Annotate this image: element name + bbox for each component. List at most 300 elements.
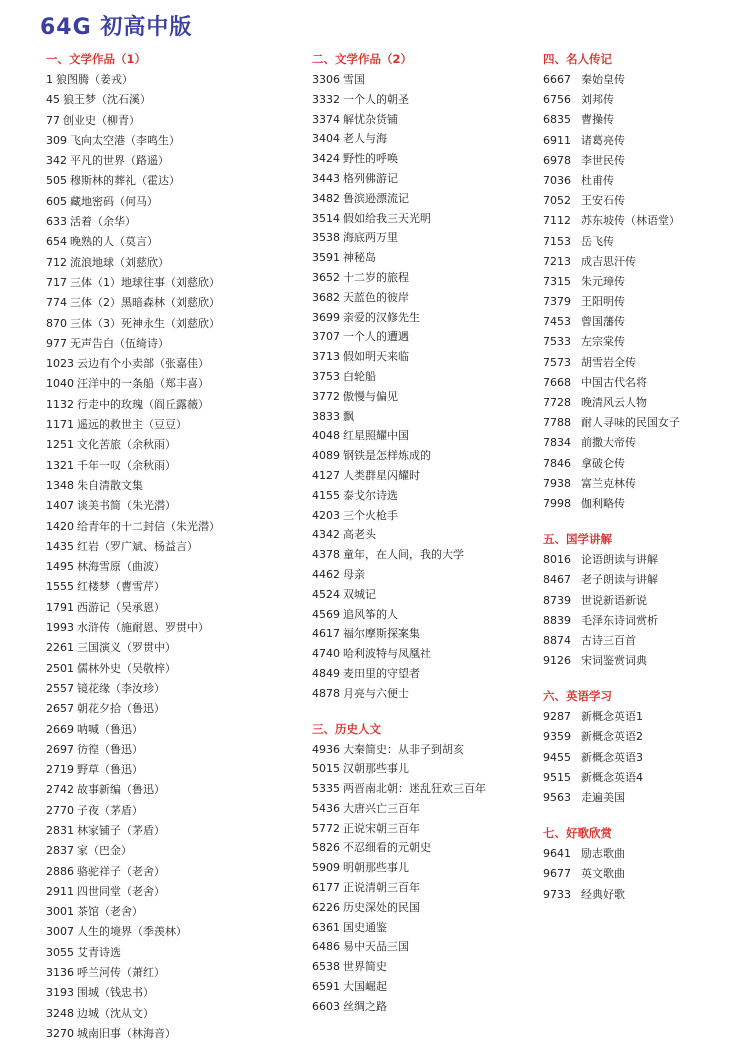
- item-code: 6361: [312, 920, 340, 934]
- item-code: 8739: [543, 593, 571, 607]
- page-title: 64G 初高中版: [40, 15, 193, 40]
- item-title: 飘: [343, 409, 354, 423]
- item-title: 行走中的玫瑰（阎丘露薇）: [77, 397, 209, 411]
- item-title: 子夜（茅盾）: [77, 803, 143, 817]
- item-code: 977: [46, 336, 67, 350]
- item-code: 9563: [543, 791, 571, 804]
- list-item: [543, 151, 748, 171]
- list-item: [312, 248, 542, 268]
- list-item: [312, 387, 542, 407]
- item-code: 4342: [312, 528, 340, 542]
- list-item: [46, 922, 306, 942]
- item-code: 2837: [46, 844, 74, 858]
- item-code: 6538: [312, 960, 340, 974]
- item-title: 边城（沈从文）: [77, 1006, 154, 1020]
- section-title: 四、名人传记: [543, 52, 612, 66]
- list-item: [46, 557, 306, 577]
- list-item: [543, 864, 748, 884]
- item-title: 月亮与六便士: [343, 686, 409, 700]
- item-title: 三体（3）死神永生（刘慈欣）: [70, 316, 220, 330]
- list-item: [46, 395, 306, 415]
- item-title: 神秘岛: [343, 251, 376, 265]
- list-item: [312, 129, 542, 149]
- list-item: [46, 983, 306, 1003]
- list-item: [312, 918, 542, 938]
- item-title: 三体（2）黑暗森林（刘慈欣）: [70, 296, 220, 310]
- item-code: 7112: [543, 214, 571, 228]
- item-code: 3248: [46, 1006, 74, 1020]
- list-item: [46, 963, 306, 983]
- list-item: [312, 209, 542, 229]
- list-item: [46, 740, 306, 760]
- item-code: 1435: [46, 539, 74, 553]
- item-title: 古诗三百首: [581, 633, 636, 647]
- item-code: 7379: [543, 295, 571, 309]
- catalog-section: [46, 52, 306, 1044]
- item-code: 4127: [312, 468, 340, 482]
- item-title: 不忍细看的元朝史: [343, 841, 431, 855]
- item-title: 福尔摩斯探案集: [343, 627, 420, 641]
- item-title: 王阳明传: [581, 295, 625, 309]
- item-title: 哈利波特与凤凰社: [343, 647, 431, 661]
- item-title: 呼兰河传（萧红）: [77, 966, 165, 980]
- column-3: [543, 52, 748, 923]
- item-code: 5436: [312, 801, 340, 815]
- list-item: [312, 189, 542, 209]
- item-title: 岳飞传: [581, 234, 614, 248]
- item-title: 世说新语新说: [581, 593, 647, 607]
- item-code: 9641: [543, 847, 571, 861]
- item-code: 2669: [46, 722, 74, 736]
- item-title: 泰戈尔诗选: [343, 488, 398, 502]
- section-title: 二、文学作品（2）: [312, 52, 413, 66]
- item-code: 2261: [46, 641, 74, 655]
- item-title: 朱元璋传: [581, 274, 625, 288]
- list-item: [543, 232, 748, 252]
- item-title: 林家铺子（茅盾）: [77, 823, 165, 837]
- item-code: 1348: [46, 478, 74, 492]
- item-title: 高老头: [343, 528, 376, 542]
- item-code: 605: [46, 194, 67, 208]
- item-code: 2657: [46, 702, 74, 716]
- item-code: 3833: [312, 409, 340, 423]
- item-title: 丝绸之路: [343, 999, 387, 1013]
- item-code: 8839: [543, 613, 571, 627]
- section-title: 三、历史人文: [312, 721, 381, 736]
- item-title: 儒林外史（吴敬梓）: [77, 661, 176, 675]
- list-item: [46, 131, 306, 151]
- item-code: 7846: [543, 456, 571, 470]
- item-code: 3007: [46, 925, 74, 939]
- item-code: 4524: [312, 587, 340, 601]
- item-code: 4849: [312, 666, 340, 680]
- item-title: 十二岁的旅程: [343, 270, 409, 284]
- list-item: [543, 707, 748, 727]
- item-title: 成吉思汗传: [581, 254, 636, 268]
- item-title: 骆驼祥子（老舍）: [77, 864, 165, 878]
- item-code: 7533: [543, 335, 571, 349]
- list-item: [46, 821, 306, 841]
- item-title: 朝花夕拾（鲁迅）: [77, 702, 165, 716]
- list-item: [543, 727, 748, 747]
- item-code: 774: [46, 296, 67, 310]
- item-title: 走遍美国: [581, 791, 625, 804]
- list-item: [543, 252, 748, 272]
- item-code: 6911: [543, 133, 571, 147]
- list-item: [543, 768, 748, 788]
- list-item: [543, 631, 748, 651]
- item-code: 2719: [46, 763, 74, 777]
- list-item: [46, 679, 306, 699]
- list-item: [543, 494, 748, 514]
- item-title: 林海雪原（曲波）: [77, 560, 165, 574]
- catalog-list: [543, 707, 748, 808]
- list-item: [46, 415, 306, 435]
- list-item: [312, 878, 542, 898]
- list-item: [312, 466, 542, 486]
- item-code: 9677: [543, 867, 571, 881]
- list-item: [46, 192, 306, 212]
- catalog-section: [543, 689, 748, 808]
- item-code: 9515: [543, 770, 571, 784]
- item-title: 解忧杂货铺: [343, 112, 398, 126]
- list-item: [46, 720, 306, 740]
- item-code: 5826: [312, 841, 340, 855]
- item-code: 4462: [312, 567, 340, 581]
- list-item: [543, 651, 748, 671]
- item-title: 曾国藩传: [581, 315, 625, 329]
- item-code: 342: [46, 154, 67, 168]
- item-title: 给青年的十二封信（朱光潜）: [77, 519, 220, 533]
- item-code: 9359: [543, 730, 571, 744]
- item-title: 大唐兴亡三百年: [343, 801, 420, 815]
- list-item: [543, 332, 748, 352]
- list-item: [312, 565, 542, 585]
- item-title: 艾青诗选: [77, 945, 121, 959]
- item-code: 7453: [543, 315, 571, 329]
- list-item: [46, 598, 306, 618]
- list-item: [312, 605, 542, 625]
- item-code: 6591: [312, 980, 340, 994]
- list-item: [312, 288, 542, 308]
- list-item: [543, 788, 748, 808]
- item-code: 7728: [543, 396, 571, 409]
- list-item: [312, 684, 542, 704]
- item-title: 创业史（柳青）: [63, 113, 140, 127]
- item-code: 9455: [543, 750, 571, 764]
- list-item: [312, 90, 542, 110]
- item-code: 1251: [46, 438, 74, 452]
- item-title: 野性的呼唤: [343, 152, 398, 166]
- item-code: 7834: [543, 436, 571, 450]
- item-code: 45: [46, 93, 60, 107]
- item-code: 6756: [543, 93, 571, 107]
- list-item: [312, 838, 542, 858]
- item-code: 2501: [46, 661, 74, 675]
- item-code: 77: [46, 113, 60, 127]
- item-code: 2742: [46, 783, 74, 797]
- item-title: 遥远的救世主（豆豆）: [77, 418, 187, 432]
- item-title: 大国崛起: [343, 980, 387, 994]
- list-item: [46, 943, 306, 963]
- list-item: [46, 334, 306, 354]
- item-code: 7998: [543, 496, 571, 510]
- item-code: 3136: [46, 966, 74, 980]
- list-item: [543, 131, 748, 151]
- list-item: [46, 171, 306, 191]
- list-item: [46, 801, 306, 821]
- item-code: 4203: [312, 508, 340, 522]
- item-title: 正说清朝三百年: [343, 881, 420, 895]
- list-item: [312, 110, 542, 130]
- item-title: 耐人寻味的民国女子: [581, 416, 680, 430]
- item-code: 3514: [312, 211, 340, 225]
- item-title: 新概念英语3: [581, 750, 643, 764]
- item-title: 彷徨（鲁迅）: [77, 742, 143, 756]
- item-title: 汉朝那些事儿: [343, 762, 409, 776]
- list-item: [312, 486, 542, 506]
- item-title: 假如明天来临: [343, 350, 409, 364]
- list-item: [46, 354, 306, 374]
- item-code: 3707: [312, 330, 340, 344]
- item-title: 云边有个小卖部（张嘉佳）: [77, 357, 209, 371]
- list-item: [543, 393, 748, 413]
- item-title: 王安石传: [581, 194, 625, 208]
- item-code: 3713: [312, 350, 340, 364]
- list-item: [543, 570, 748, 590]
- list-item: [543, 474, 748, 494]
- list-item: [312, 898, 542, 918]
- list-item: [543, 591, 748, 611]
- list-item: [312, 70, 542, 90]
- item-code: 7668: [543, 375, 571, 389]
- list-item: [312, 664, 542, 684]
- list-item: [312, 644, 542, 664]
- item-code: 654: [46, 235, 67, 249]
- item-title: 人生的境界（季羡林）: [77, 925, 187, 939]
- item-code: 870: [46, 316, 67, 330]
- item-code: 7052: [543, 194, 571, 208]
- list-item: [46, 70, 306, 90]
- list-item: [46, 212, 306, 232]
- item-code: 6177: [312, 881, 340, 895]
- list-item: [312, 367, 542, 387]
- item-title: 老子朗读与讲解: [581, 573, 658, 587]
- list-item: [46, 456, 306, 476]
- item-code: 6978: [543, 153, 571, 167]
- item-code: 4569: [312, 607, 340, 621]
- catalog-list: [46, 70, 306, 1044]
- item-title: 易中天品三国: [343, 940, 409, 954]
- item-title: 狼王梦（沈石溪）: [63, 93, 151, 107]
- catalog-section: [543, 52, 748, 514]
- item-title: 平凡的世界（路遥）: [70, 154, 169, 168]
- list-item: [543, 748, 748, 768]
- item-code: 3772: [312, 389, 340, 403]
- list-item: [312, 426, 542, 446]
- item-code: 7315: [543, 274, 571, 288]
- item-title: 宋词鉴赏词典: [581, 654, 647, 668]
- list-item: [312, 525, 542, 545]
- item-title: 左宗棠传: [581, 335, 625, 349]
- item-code: 309: [46, 133, 67, 147]
- item-title: 人类群星闪耀时: [343, 468, 420, 482]
- list-item: [543, 611, 748, 631]
- item-title: 西游记（吴承恩）: [77, 600, 165, 614]
- list-item: [312, 407, 542, 427]
- item-title: 三个火枪手: [343, 508, 398, 522]
- item-title: 前撒大帝传: [581, 436, 636, 450]
- list-item: [46, 1024, 306, 1044]
- item-code: 2557: [46, 681, 74, 695]
- item-title: 经典好歌: [581, 887, 625, 901]
- item-code: 3055: [46, 945, 74, 959]
- item-code: 6603: [312, 999, 340, 1013]
- list-item: [543, 413, 748, 433]
- list-item: [46, 699, 306, 719]
- item-title: 拿破仑传: [581, 456, 625, 470]
- list-item: [312, 585, 542, 605]
- list-item: [312, 624, 542, 644]
- item-title: 围城（钱忠书）: [77, 986, 154, 1000]
- item-title: 杜甫传: [581, 173, 614, 187]
- item-code: 1791: [46, 600, 74, 614]
- item-title: 三体（1）地球往事（刘慈欣）: [70, 275, 220, 289]
- item-title: 世界简史: [343, 960, 387, 974]
- catalog-list: [543, 550, 748, 671]
- item-title: 正说宋朝三百年: [343, 821, 420, 835]
- list-item: [312, 347, 542, 367]
- item-title: 三国演义（罗贯中）: [77, 641, 176, 655]
- item-title: 论语朗读与讲解: [581, 553, 658, 567]
- list-item: [312, 819, 542, 839]
- item-code: 8467: [543, 573, 571, 587]
- item-code: 505: [46, 174, 67, 188]
- item-code: 4740: [312, 647, 340, 661]
- item-title: 钢铁是怎样炼成的: [343, 449, 431, 463]
- item-title: 晚清风云人物: [581, 396, 647, 409]
- item-title: 双城记: [343, 587, 376, 601]
- item-title: 呐喊（鲁迅）: [77, 722, 143, 736]
- list-item: [543, 191, 748, 211]
- list-item: [46, 90, 306, 110]
- item-title: 诸葛亮传: [581, 133, 625, 147]
- item-title: 藏地密码（何马）: [70, 194, 158, 208]
- list-item: [312, 997, 542, 1017]
- list-item: [46, 111, 306, 131]
- item-title: 李世民传: [581, 153, 625, 167]
- list-item: [543, 211, 748, 231]
- list-item: [543, 312, 748, 332]
- list-item: [46, 760, 306, 780]
- item-code: 4617: [312, 627, 340, 641]
- item-code: 4155: [312, 488, 340, 502]
- item-title: 中国古代名将: [581, 375, 647, 389]
- column-1: [46, 52, 306, 1062]
- list-item: [312, 268, 542, 288]
- list-item: [312, 169, 542, 189]
- list-item: [46, 374, 306, 394]
- item-code: 5015: [312, 762, 340, 776]
- item-code: 3753: [312, 369, 340, 383]
- list-item: [46, 151, 306, 171]
- list-item: [312, 957, 542, 977]
- item-title: 红岩（罗广斌、杨益言）: [77, 539, 198, 553]
- item-title: 四世同堂（老舍）: [77, 884, 165, 898]
- catalog-section: [543, 532, 748, 671]
- item-code: 4936: [312, 742, 340, 756]
- item-title: 国史通鉴: [343, 920, 387, 934]
- item-title: 活着（余华）: [70, 215, 136, 229]
- item-title: 朱自清散文集: [77, 478, 143, 492]
- item-code: 3404: [312, 132, 340, 146]
- list-item: [543, 171, 748, 191]
- catalog-list: [543, 70, 748, 514]
- item-title: 老人与海: [343, 132, 387, 146]
- section-title: 一、文学作品（1）: [46, 52, 147, 66]
- item-code: 1132: [46, 397, 74, 411]
- catalog-section: [312, 52, 542, 704]
- list-item: [46, 1004, 306, 1024]
- item-title: 城南旧事（林海音）: [77, 1026, 176, 1040]
- list-item: [46, 314, 306, 334]
- catalog-list: [312, 70, 542, 704]
- list-item: [543, 90, 748, 110]
- item-code: 3538: [312, 231, 340, 245]
- list-item: [46, 862, 306, 882]
- item-code: 1040: [46, 377, 74, 391]
- list-item: [46, 659, 306, 679]
- item-title: 文化苦旅（余秋雨）: [77, 438, 176, 452]
- item-title: 两晋南北朝：迷乱狂欢三百年: [343, 782, 486, 796]
- item-code: 5335: [312, 782, 340, 796]
- item-title: 故事新编（鲁迅）: [77, 783, 165, 797]
- item-code: 3424: [312, 152, 340, 166]
- item-title: 海底两万里: [343, 231, 398, 245]
- list-item: [46, 577, 306, 597]
- item-code: 9287: [543, 710, 571, 724]
- item-title: 曹操传: [581, 113, 614, 127]
- list-item: [46, 476, 306, 496]
- list-item: [312, 858, 542, 878]
- item-code: 3482: [312, 191, 340, 205]
- item-code: 7788: [543, 416, 571, 430]
- item-title: 亲爱的汉修先生: [343, 310, 420, 324]
- list-item: [46, 232, 306, 252]
- item-title: 千年一叹（余秋雨）: [77, 458, 176, 472]
- item-title: 傲慢与偏见: [343, 389, 398, 403]
- list-item: [312, 779, 542, 799]
- item-code: 4089: [312, 449, 340, 463]
- item-code: 2831: [46, 823, 74, 837]
- item-code: 1: [46, 73, 53, 86]
- item-title: 镜花缘（李汝珍）: [77, 681, 165, 695]
- list-item: [312, 228, 542, 248]
- item-code: 6486: [312, 940, 340, 954]
- catalog-section: [312, 722, 542, 1017]
- item-code: 3591: [312, 251, 340, 265]
- list-item: [312, 149, 542, 169]
- list-item: [543, 272, 748, 292]
- item-code: 8016: [543, 553, 571, 567]
- list-item: [543, 433, 748, 453]
- item-title: 野草（鲁迅）: [77, 763, 143, 777]
- item-code: 712: [46, 255, 67, 269]
- item-code: 1495: [46, 560, 74, 574]
- item-title: 汪洋中的一条船（郑丰喜）: [77, 377, 209, 391]
- item-code: 4378: [312, 548, 340, 562]
- item-code: 4048: [312, 429, 340, 443]
